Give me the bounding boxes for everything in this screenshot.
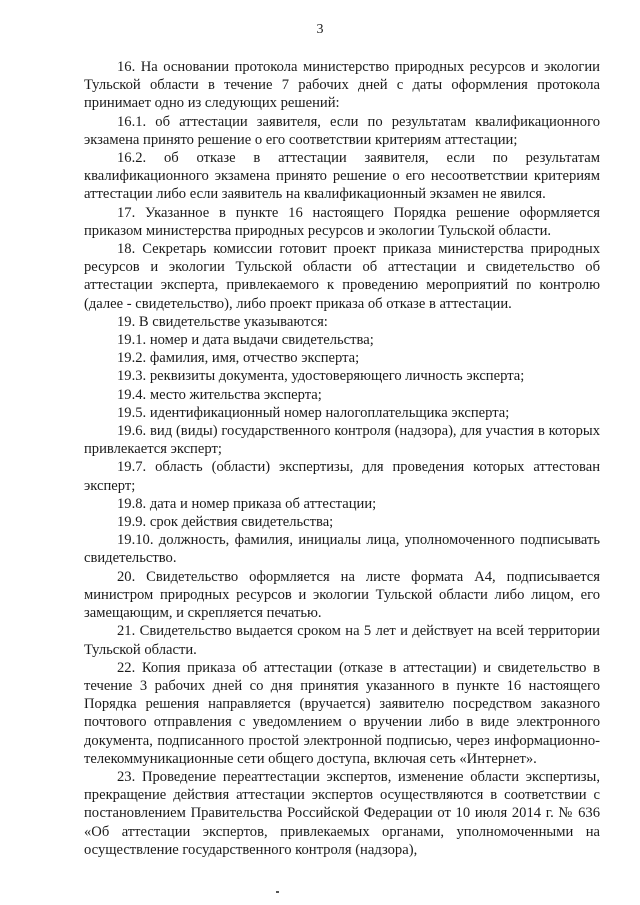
paragraph-19-6: 19.6. вид (виды) государственного контроля (надзора), для участия в которых привлекается эксперт; [84, 423, 600, 458]
document-body [84, 58, 600, 859]
paragraph-22: 22. Копия приказа об аттестации (отказе в аттестации) и свидетельство в течение 3 рабочих дней со дня принятия указанного в пункте 16 настоящего Порядка решения направляется (вручается) заявителю посредством заказного почтового отправления с уведомлением о вручении либо в виде электронного документа, подписанного простой электронной подписью, через информационно-телекоммуникационные сети общего доступа, включая сеть «Интернет». [84, 659, 600, 767]
paragraph-19: 19. В свидетельстве указываются: [117, 313, 328, 330]
paragraph-19-5: 19.5. идентификационный номер налогоплательщика эксперта; [117, 404, 510, 421]
scan-speck [276, 891, 279, 893]
paragraph-19-1: 19.1. номер и дата выдачи свидетельства; [117, 332, 374, 349]
paragraph-23: 23. Проведение переаттестации экспертов, изменение области экспертизы, прекращение действия аттестации экспертов осуществляются в соответствии с постановлением Правительства Российской Федерации от 10 июля 2014 г. № 636 «Об аттестации экспертов, привлекаемых органами, уполномоченными на осуществление государственного контроля (надзора), [84, 768, 600, 858]
paragraph-19-10: 19.10. должность, фамилия, инициалы лица, уполномоченного подписывать свидетельство. [84, 532, 600, 567]
paragraph-16: 16. На основании протокола министерство природных ресурсов и экологии Тульской области в течение 7 рабочих дней с даты оформления протокола принимает одно из следующих решений: [84, 59, 600, 112]
paragraph-19-2: 19.2. фамилия, имя, отчество эксперта; [117, 350, 360, 367]
paragraph-19-8: 19.8. дата и номер приказа об аттестации; [117, 495, 377, 512]
paragraph-19-7: 19.7. область (области) экспертизы, для проведения которых аттестован эксперт; [84, 459, 600, 494]
paragraph-16-2: 16.2. об отказе в аттестации заявителя, если по результатам квалификационного экзамена принято решение о его несоответствии критериям аттестации либо если заявитель на квалификационный экзамен не явился. [84, 150, 600, 203]
page-number: 3 [316, 22, 324, 37]
paragraph-19-9: 19.9. срок действия свидетельства; [117, 514, 334, 531]
paragraph-19-4: 19.4. место жительства эксперта; [117, 386, 322, 403]
paragraph-17: 17. Указанное в пункте 16 настоящего Порядка решение оформляется приказом министерства природных ресурсов и экологии Тульской области. [84, 204, 600, 239]
paragraph-21: 21. Свидетельство выдается сроком на 5 лет и действует на всей территории Тульской области. [84, 623, 600, 658]
paragraph-20: 20. Свидетельство оформляется на листе формата А4, подписывается министром природных ресурсов и экологии Тульской области либо лицом, его замещающим, и скрепляется печатью. [84, 568, 600, 622]
paragraph-16-1: 16.1. об аттестации заявителя, если по результатам квалификационного экзамена принято решение о его соответствии критериям аттестации; [84, 113, 600, 148]
paragraph-18: 18. Секретарь комиссии готовит проект приказа министерства природных ресурсов и экологии Тульской области об аттестации и свидетельство об аттестации эксперта, привлекаемого к проведению мероприятий по контролю (далее - свидетельство), либо проект приказа об отказе в аттестации. [84, 241, 600, 312]
paragraph-19-3: 19.3. реквизиты документа, удостоверяющего личность эксперта; [117, 368, 525, 385]
